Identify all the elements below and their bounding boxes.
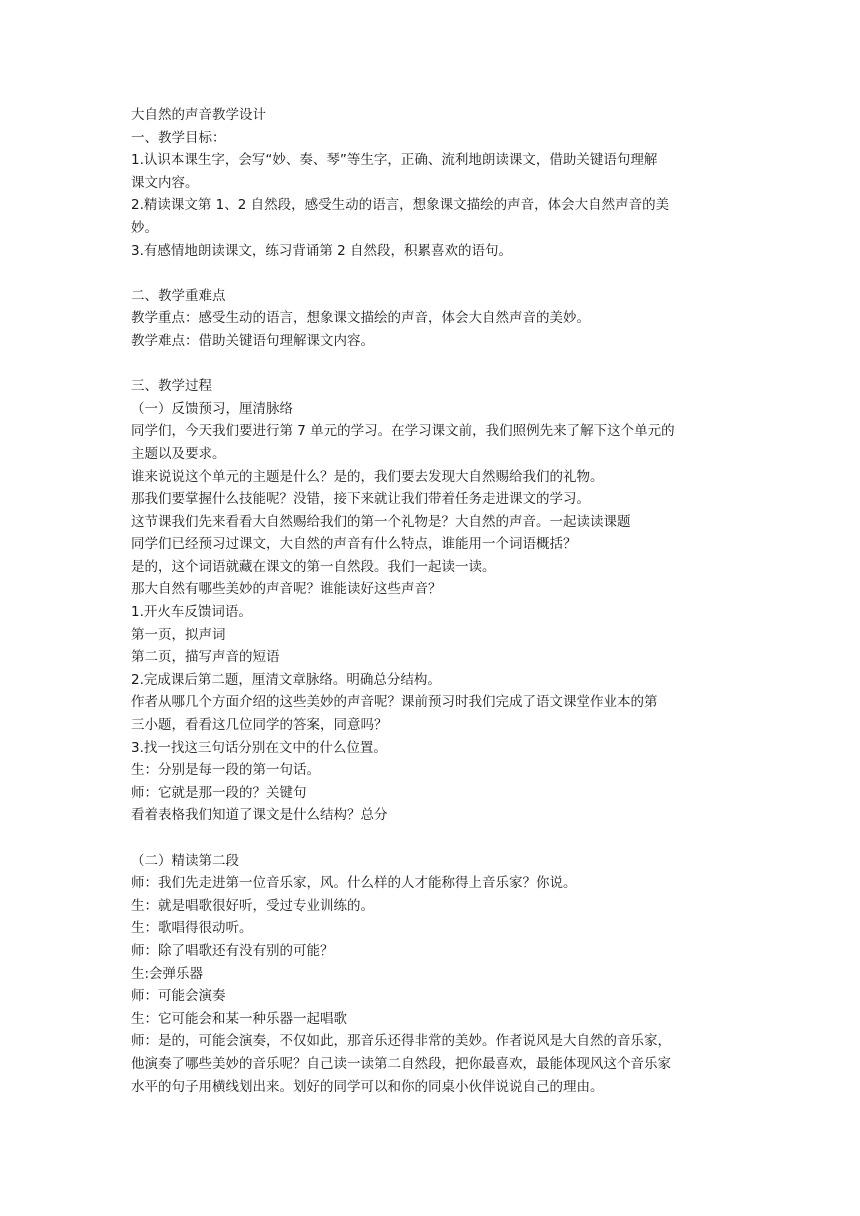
section-heading-goals: 一、教学目标： (131, 129, 226, 146)
student-reply-2: 生：就是唱歌很好听，受过专业训练的。 (131, 897, 374, 914)
student-reply-5: 生：它可能会和某一种乐器一起唱歌 (131, 1010, 347, 1027)
paragraph-5: 同学们已经预习过课文，大自然的声音有什么特点，谁能用一个词语概括？ (131, 536, 577, 553)
part-2-heading: （二）精读第二段 (131, 852, 239, 869)
paragraph-1-line-1: 同学们，今天我们要进行第 7 单元的学习。在学习课文前，我们照例先来了解下这个单元的 (131, 423, 675, 440)
teacher-line-1: 师：它就是那一段的？关键句 (131, 784, 307, 801)
key-point: 教学重点：感受生动的语言，想象课文描绘的声音，体会大自然声音的美妙。 (131, 310, 590, 327)
paragraph-6: 是的，这个词语就藏在课文的第一自然段。我们一起读一读。 (131, 558, 496, 575)
paragraph-8-line-2: 三小题，看看这几位同学的答案，同意吗？ (131, 717, 388, 734)
step-1: 1.开火车反馈词语。 (131, 604, 252, 621)
blank-line (131, 262, 731, 285)
paragraph-1-line-2: 主题以及要求。 (131, 445, 226, 462)
page-1-note: 第一页，拟声词 (131, 626, 226, 643)
page-2-note: 第二页，描写声音的短语 (131, 649, 280, 666)
paragraph-3: 那我们要掌握什么技能呢？没错，接下来就让我们带着任务走进课文的学习。 (131, 491, 590, 508)
step-3: 3.找一找这三句话分别在文中的什么位置。 (131, 739, 387, 756)
goal-1-line-1: 1.认识本课生字，会写“妙、奏、琴”等生字，正确、流利地朗读课文，借助关键语句理解 (131, 152, 658, 169)
teacher-line-4: 师：可能会演奏 (131, 988, 226, 1005)
document-body (131, 104, 731, 1098)
paragraph-8-line-1: 作者从哪几个方面介绍的这些美妙的声音呢？课前预习时我们完成了语文课堂作业本的第 (131, 694, 658, 711)
paragraph-2: 谁来说说这个单元的主题是什么？是的，我们要去发现大自然赐给我们的礼物。 (131, 468, 604, 485)
blank-line (131, 353, 731, 376)
student-reply-3: 生：歌唱得很动听。 (131, 920, 253, 937)
difficult-point: 教学难点：借助关键语句理解课文内容。 (131, 332, 374, 349)
goal-1-line-2: 课文内容。 (131, 174, 199, 191)
teacher-line-2: 师：我们先走进第一位音乐家，风。什么样的人才能称得上音乐家？你说。 (131, 875, 577, 892)
goal-2-line-2: 妙。 (131, 219, 158, 236)
part-1-heading: （一）反馈预习，厘清脉络 (131, 400, 293, 417)
teacher-line-5-line-3: 水平的句子用横线划出来。划好的同学可以和你的同桌小伙伴说说自己的理由。 (131, 1078, 604, 1095)
step-2: 2.完成课后第二题，厘清文章脉络。明确总分结构。 (131, 671, 441, 688)
goal-2-line-1: 2.精读课文第 1、2 自然段，感受生动的语言，想象课文描绘的声音，体会大自然声音的美 (131, 197, 670, 214)
blank-line (131, 827, 731, 850)
section-heading-key-points: 二、教学重难点 (131, 287, 226, 304)
paragraph-7: 那大自然有哪些美妙的声音呢？谁能读好这些声音？ (131, 581, 442, 598)
teacher-line-5-line-1: 师：是的，可能会演奏，不仅如此，那音乐还得非常的美妙。作者说风是大自然的音乐家， (131, 1033, 671, 1050)
teacher-line-5-line-2: 他演奏了哪些美妙的音乐呢？自己读一读第二自然段，把你最喜欢，最能体现风这个音乐家 (131, 1055, 671, 1072)
section-heading-process: 三、教学过程 (131, 378, 212, 395)
student-reply-1: 生：分别是每一段的第一句话。 (131, 762, 320, 779)
paragraph-9: 看着表格我们知道了课文是什么结构？总分 (131, 807, 388, 824)
teacher-line-3: 师：除了唱歌还有没有别的可能？ (131, 942, 334, 959)
paragraph-4: 这节课我们先来看看大自然赐给我们的第一个礼物是？大自然的声音。一起读读课题 (131, 513, 631, 530)
goal-3: 3.有感情地朗读课文，练习背诵第 2 自然段，积累喜欢的语句。 (131, 242, 513, 259)
student-reply-4: 生:会弹乐器 (131, 965, 204, 982)
document-title: 大自然的声音教学设计 (131, 107, 266, 123)
